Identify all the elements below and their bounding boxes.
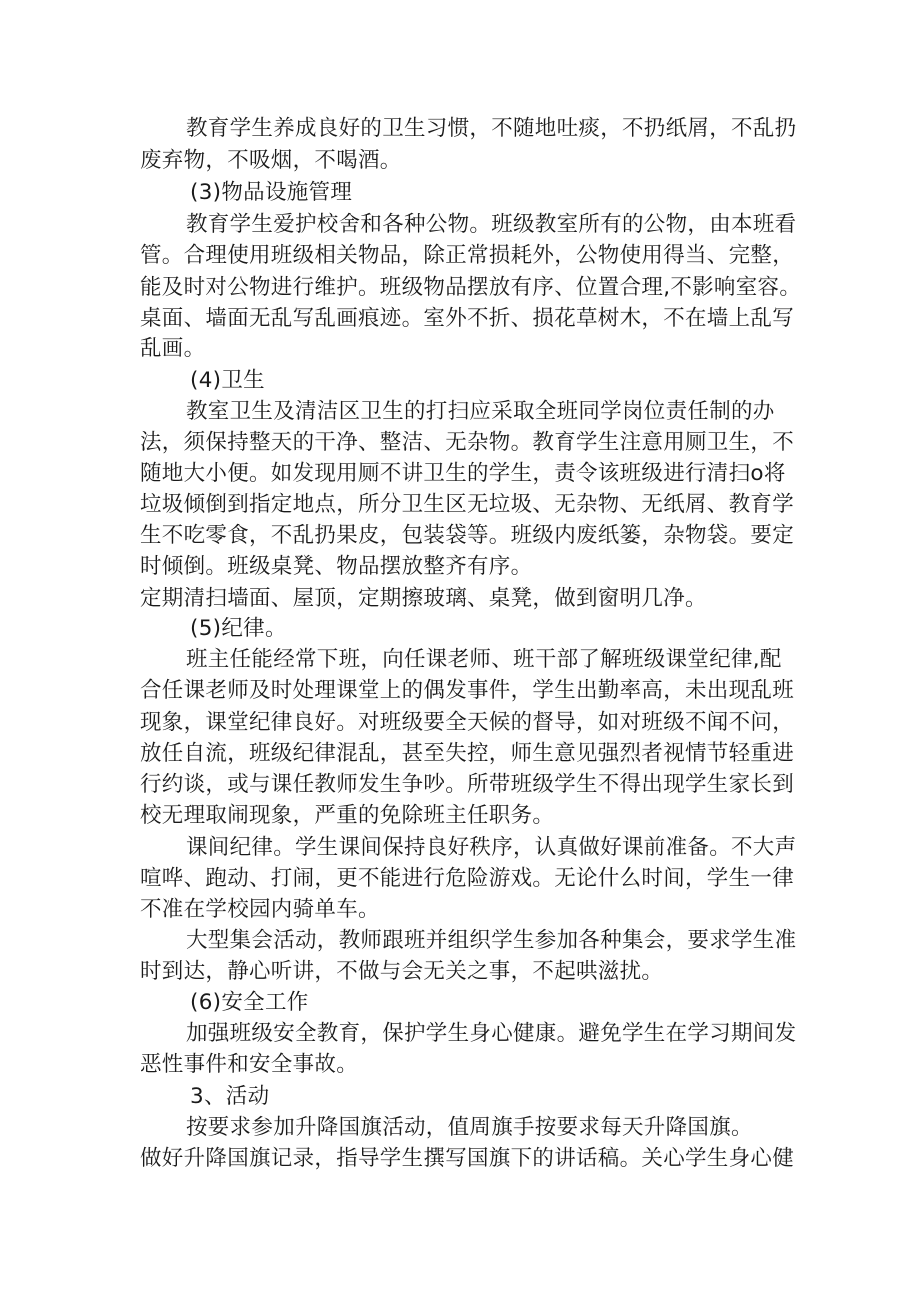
paragraph-line: 能及时对公物进行维护。班级物品摆放有序、位置合理,不影响室容。 [140, 275, 802, 300]
paragraph-line: 大型集会活动，教师跟班并组织学生参加各种集会，要求学生准 [186, 928, 797, 953]
paragraph-line: 管。合理使用班级相关物品，除正常损耗外，公物使用得当、完整， [140, 243, 795, 268]
paragraph-line: 生不吃零食，不乱扔果皮，包装袋等。班级内废纸篓，杂物袋。要定 [140, 523, 795, 548]
paragraph-line: 做好升降国旗记录，指导学生撰写国旗下的讲话稿。关心学生身心健 [140, 1146, 795, 1171]
paragraph-line: 垃圾倾倒到指定地点，所分卫生区无垃圾、无杂物、无纸屑、教育学 [140, 492, 795, 517]
paragraph-line: 教育学生爱护校舍和各种公物。班级教室所有的公物，由本班看 [186, 212, 797, 237]
paragraph-line: 随地大小便。如发现用厕不讲卫生的学生，责令该班级进行清扫o将 [140, 461, 786, 486]
paragraph-line: 不准在学校园内骑单车。 [140, 897, 380, 922]
section-heading: (4)卫生 [190, 368, 265, 393]
paragraph-line: 时倾倒。班级桌凳、物品摆放整齐有序。 [140, 554, 533, 579]
paragraph-line: 按要求参加升降国旗活动，值周旗手按要求每天升降国旗。 [186, 1115, 753, 1140]
paragraph-line: 教育学生养成良好的卫生习惯，不随地吐痰，不扔纸屑，不乱扔 [186, 116, 797, 141]
paragraph-line: 班主任能经常下班，向任课老师、班干部了解班级课堂纪律,配 [186, 647, 782, 672]
paragraph-line: 时到达，静心听讲，不做与会无关之事，不起哄滋扰。 [140, 959, 664, 984]
paragraph-line: 现象，课堂纪律良好。对班级要全天候的督导，如对班级不闻不问， [140, 710, 795, 735]
paragraph-line: 定期清扫墙面、屋顶，定期擦玻璃、桌凳，做到窗明几净。 [140, 586, 707, 611]
paragraph-line: 恶性事件和安全事故。 [140, 1052, 359, 1077]
paragraph-line: 废弃物，不吸烟，不喝酒。 [140, 148, 402, 173]
section-heading: (6)安全工作 [190, 990, 309, 1015]
paragraph-line: 加强班级安全教育，保护学生身心健康。避免学生在学习期间发 [186, 1021, 797, 1046]
section-heading: (3)物品设施管理 [190, 180, 353, 205]
paragraph-line: 放任自流，班级纪律混乱，甚至失控，师生意见强烈者视情节轻重进 [140, 741, 795, 766]
paragraph-line: 桌面、墙面无乱写乱画痕迹。室外不折、损花草树木，不在墙上乱写 [140, 306, 795, 331]
paragraph-line: 法，须保持整天的干净、整洁、无杂物。教育学生注意用厕卫生，不 [140, 430, 795, 455]
paragraph-line: 校无理取闹现象，严重的免除班主任职务。 [140, 803, 555, 828]
paragraph-line: 教室卫生及清洁区卫生的打扫应采取全班同学岗位责任制的办 [186, 399, 775, 424]
paragraph-line: 乱画。 [140, 336, 206, 361]
paragraph-line: 合任课老师及时处理课堂上的偶发事件，学生出勤率高，未出现乱班 [140, 678, 795, 703]
section-heading: (5)纪律。 [190, 616, 287, 641]
paragraph-line: 行约谈，或与课任教师发生争吵。所带班级学生不得出现学生家长到 [140, 772, 795, 797]
paragraph-line: 喧哗、跑动、打闹，更不能进行危险游戏。无论什么时间，学生一律 [140, 866, 795, 891]
paragraph-line: 课间纪律。学生课间保持良好秩序，认真做好课前准备。不大声 [186, 835, 797, 860]
section-heading: 3、活动 [190, 1084, 270, 1109]
